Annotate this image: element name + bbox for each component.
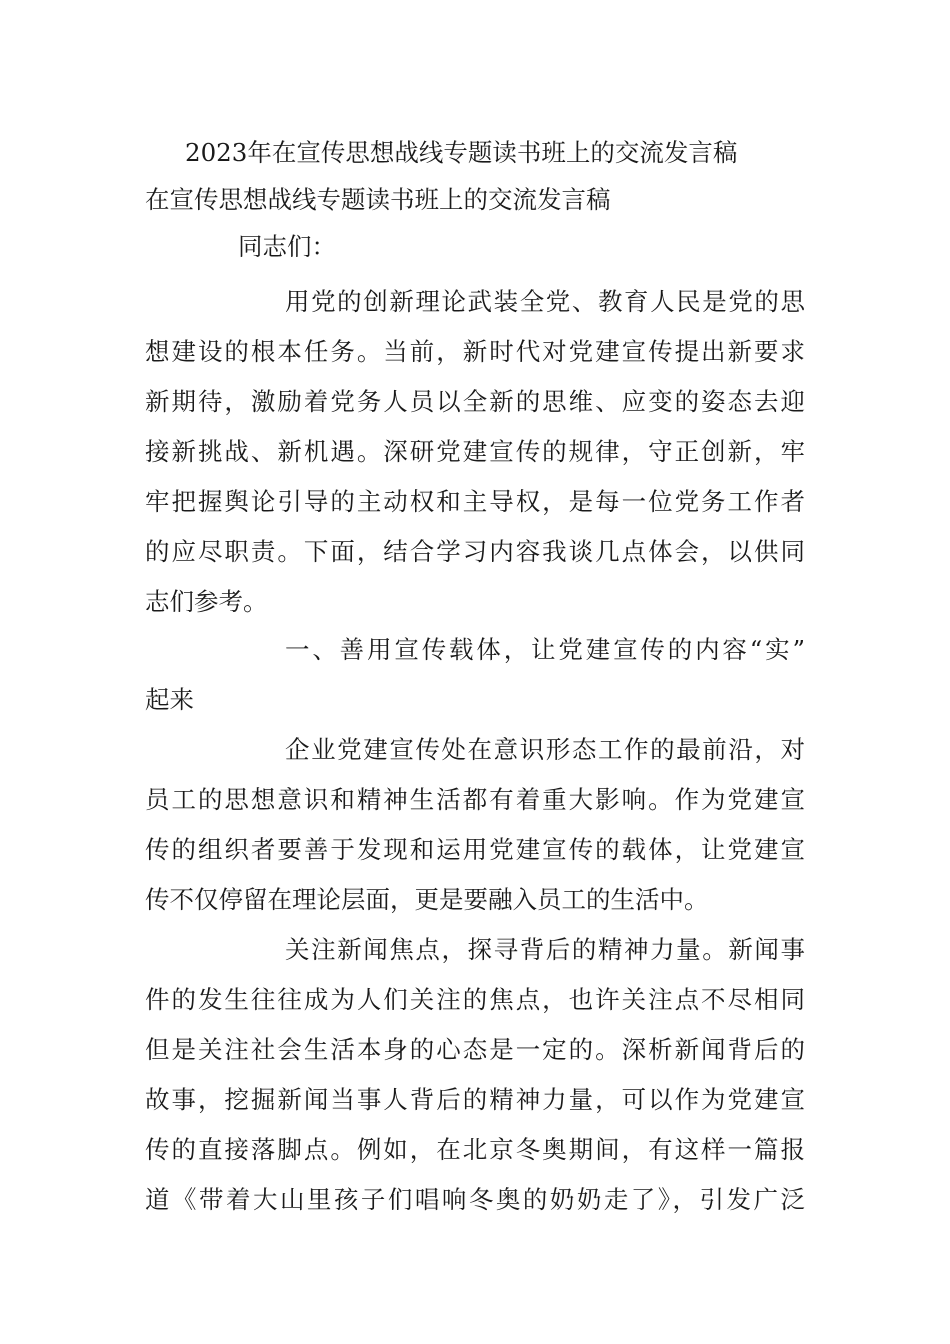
text-line: 传不仅停留在理论层面，更是要融入员工的生活中。 (145, 885, 709, 914)
text-line: 想建设的根本任务。当前，新时代对党建宣传提出新要求 (145, 337, 805, 366)
text-line: 件的发生往往成为人们关注的焦点，也许关注点不尽相同 (145, 985, 805, 1014)
text-line: 道《带着大山里孩子们唱响冬奥的奶奶走了》，引发广泛 (145, 1185, 805, 1214)
text-line: 新期待，激励着党务人员以全新的思维、应变的姿态去迎 (145, 387, 805, 416)
text-line: 但是关注社会生活本身的心态是一定的。深析新闻背后的 (145, 1035, 805, 1064)
text-line: 传的直接落脚点。例如，在北京冬奥期间，有这样一篇报 (145, 1135, 805, 1164)
text-line: 关注新闻焦点，探寻背后的精神力量。新闻事 (285, 935, 805, 964)
text-line: 牢把握舆论引导的主动权和主导权，是每一位党务工作者 (145, 487, 805, 516)
text-line: 传的组织者要善于发现和运用党建宣传的载体，让党建宣 (145, 835, 805, 864)
text-line: 志们参考。 (145, 587, 268, 616)
document-subtitle: 在宣传思想战线专题读书班上的交流发言稿 (145, 185, 611, 214)
salutation: 同志们： (238, 232, 336, 261)
section-heading: 一、善用宣传载体，让党建宣传的内容“实” (285, 635, 805, 664)
section-heading-cont: 起来 (145, 685, 194, 714)
text-line: 故事，挖掘新闻当事人背后的精神力量，可以作为党建宣 (145, 1085, 805, 1114)
text-line: 用党的创新理论武装全党、教育人民是党的思 (285, 287, 805, 316)
text-line: 的应尽职责。下面，结合学习内容我谈几点体会，以供同 (145, 537, 805, 566)
text-line: 接新挑战、新机遇。深研党建宣传的规律，守正创新，牢 (145, 437, 805, 466)
text-line: 企业党建宣传处在意识形态工作的最前沿，对 (285, 735, 805, 764)
text-line: 员工的思想意识和精神生活都有着重大影响。作为党建宣 (145, 785, 805, 814)
document-title: 2023年在宣传思想战线专题读书班上的交流发言稿 (185, 138, 738, 167)
